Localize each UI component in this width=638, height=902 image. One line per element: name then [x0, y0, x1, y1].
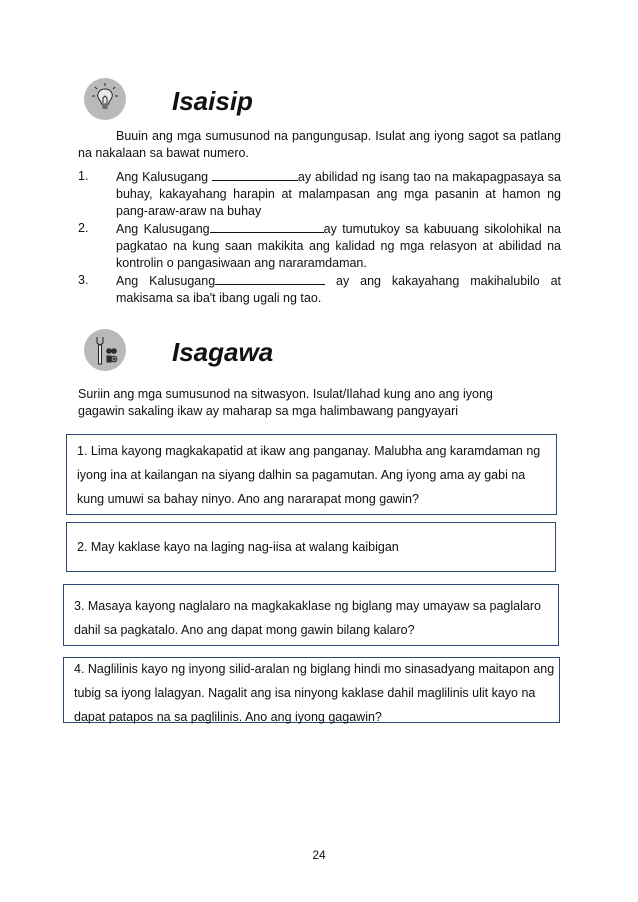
item-number: 3. — [78, 273, 89, 287]
tools-icon — [84, 329, 126, 371]
isagawa-instruction: Suriin ang mga sumusunod na sitwasyon. Isulat/Ilahad kung ano ang iyong gagawin sakaling ikaw ay maharap sa mga halimbawang pangyayari — [78, 387, 493, 418]
isaisip-instruction: Buuin ang mga sumusunod na pangungusap. Isulat ang iyong sagot sa patlang na nakalaan sa bawat numero. — [78, 129, 561, 160]
situation-text: 1. Lima kayong magkakapatid at ikaw ang panganay. Malubha ang karamdaman ng iyong ina at kailangan na siyang dalhin sa pagamutan. Ang iyong ama ay gabi na kung umuwi sa bahay ninyo. Ano ang nararapat mong gawin? — [77, 444, 541, 506]
page-number: 24 — [312, 848, 326, 862]
answer-blank-1[interactable] — [212, 168, 298, 181]
item-text-after: ay abilidad ng isang tao na makapagpasaya sa buhay, kakayahang harapin at malampasan ang mga pasanin at hamon ng pang-araw-araw na buhay — [116, 170, 561, 218]
situation-box-1 — [66, 434, 557, 515]
item-text-after: ay tumutukoy sa kabuuang sikolohikal na pagkatao na kung saan makikita ang kalidad ng mga relasyon at abilidad na kontrolin o pangasiwaan ang nararamdaman. — [116, 222, 561, 270]
item-number: 2. — [78, 221, 89, 235]
isaisip-title: Isaisip — [172, 86, 253, 116]
situation-text: 2. May kaklase kayo na laging nag-iisa at walang kaibigan — [77, 540, 399, 554]
situation-box-4 — [63, 657, 560, 723]
answer-blank-2[interactable] — [210, 220, 324, 233]
situation-box-2 — [66, 522, 556, 572]
situation-text-content: 3. Masaya kayong naglalaro na magkakaklase ng biglang may umayaw sa paglalaro dahil sa pagkatalo. Ano ang dapat mong gawin bilang kalaro? — [74, 599, 541, 637]
item-text-before: Ang Kalusugang — [116, 274, 216, 288]
item-text-after: ay ang kakayahang makihalubilo at makisama sa iba't ibang ugali ng tao. — [116, 274, 561, 305]
situation-box-3 — [63, 584, 559, 646]
isagawa-title: Isagawa — [172, 337, 274, 367]
item-text-before: Ang Kalusugang — [116, 170, 212, 184]
isaisip-item-2 — [78, 220, 561, 272]
isaisip-item-1 — [78, 168, 561, 220]
item-text — [116, 168, 561, 220]
situation-text — [74, 594, 552, 642]
isaisip-icon-circle — [84, 78, 126, 120]
item-number: 1. — [78, 169, 89, 183]
item-text-before: Ang Kalusugang — [116, 222, 210, 236]
item-text — [116, 220, 561, 272]
item-text — [116, 272, 561, 307]
answer-blank-3[interactable] — [215, 272, 325, 285]
isagawa-icon-circle — [84, 329, 126, 371]
lightbulb-icon — [84, 78, 126, 120]
isaisip-item-3 — [78, 272, 561, 308]
situation-text: 4. Naglilinis kayo ng inyong silid-aralan ng biglang hindi mo sinasadyang maitapon ang tubig sa iyong lalagyan. Nagalit ang isa ninyong kaklase dahil maglilinis ulit kayo na dapat patapos na sa paglilinis. Ano ang iyong gagawin? — [74, 662, 555, 724]
